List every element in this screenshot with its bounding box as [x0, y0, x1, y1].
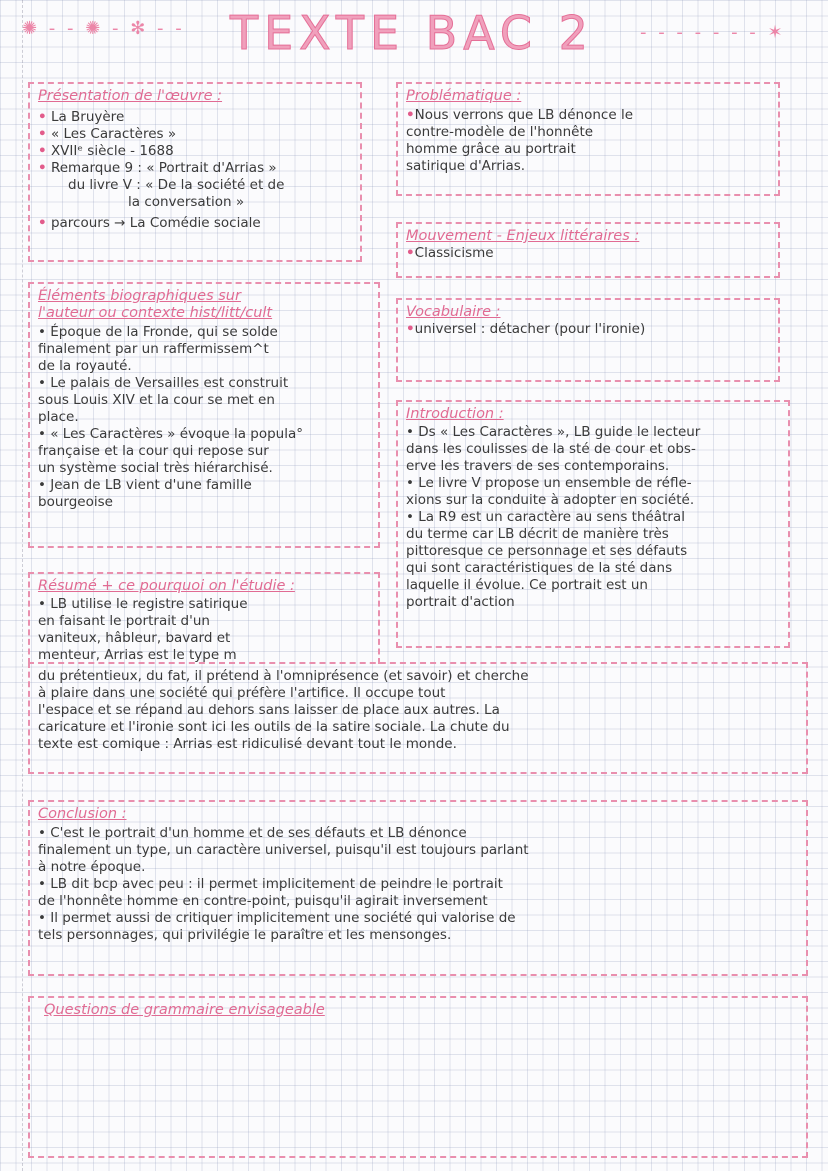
- conclusion-heading: Conclusion :: [38, 806, 127, 822]
- presentation-item: du livre V : « De la société et de: [68, 177, 285, 193]
- introduction-line: xions sur la conduite à adopter en société.: [406, 492, 695, 508]
- conclusion-line: finalement un type, un caractère universel, puisqu'il est toujours parlant: [38, 842, 529, 858]
- problematique-line: homme grâce au portrait: [406, 141, 576, 157]
- presentation-box: [28, 82, 362, 262]
- vocabulaire-heading: Vocabulaire :: [406, 304, 501, 320]
- presentation-item: la conversation »: [128, 194, 245, 210]
- mouvement-box: [396, 222, 780, 278]
- elements-line: finalement par un raffermissem^t: [38, 341, 269, 357]
- introduction-line: portrait d'action: [406, 594, 515, 610]
- elements-line: un système social très hiérarchisé.: [38, 460, 273, 476]
- introduction-heading: Introduction :: [406, 406, 504, 422]
- resume-line: menteur, Arrias est le type m: [38, 647, 237, 663]
- elements-line: place.: [38, 409, 79, 425]
- presentation-heading: Présentation de l'œuvre :: [38, 88, 223, 104]
- introduction-line: • Ds « Les Caractères », LB guide le lecteur: [406, 424, 701, 440]
- problematique-line: •Nous verrons que LB dénonce le: [406, 107, 634, 123]
- introduction-line: pittoresque ce personnage et ses défauts: [406, 543, 688, 559]
- problematique-heading: Problématique :: [406, 88, 522, 104]
- resume-line: • LB utilise le registre satirique: [38, 596, 248, 612]
- problematique-line: satirique d'Arrias.: [406, 158, 526, 174]
- conclusion-line: • Il permet aussi de critiquer implicitement une société qui valorise de: [38, 910, 516, 926]
- conclusion-box: [28, 800, 808, 976]
- conclusion-line: à notre époque.: [38, 859, 146, 875]
- presentation-item: • Remarque 9 : « Portrait d'Arrias »: [38, 160, 277, 176]
- conclusion-line: • C'est le portrait d'un homme et de ses défauts et LB dénonce: [38, 825, 467, 841]
- introduction-line: erve les travers de ses contemporains.: [406, 458, 670, 474]
- conclusion-line: de l'honnête homme en contre-point, puisqu'il agirait inversement: [38, 893, 488, 909]
- vocabulaire-box: [396, 298, 780, 382]
- grammaire-heading: Questions de grammaire envisageable: [44, 1002, 325, 1018]
- elements-line: bourgeoise: [38, 494, 113, 510]
- problematique-box: [396, 82, 780, 196]
- resume-box: [28, 572, 380, 664]
- resume-line: texte est comique : Arrias est ridiculisé devant tout le monde.: [38, 736, 457, 752]
- resume-line: vaniteux, hâbleur, bavard et: [38, 630, 231, 646]
- page-title: TEXTE BAC 2: [230, 6, 594, 60]
- resume-line: caricature et l'ironie sont ici les outils de la satire sociale. La chute du: [38, 719, 510, 735]
- elements-heading-2: l'auteur ou contexte hist/litt/cult: [38, 305, 273, 321]
- introduction-line: • La R9 est un caractère au sens théâtral: [406, 509, 685, 525]
- elements-line: • Époque de la Fronde, qui se solde: [38, 324, 278, 340]
- problematique-line: contre-modèle de l'honnête: [406, 124, 594, 140]
- resume-heading: Résumé + ce pourquoi on l'étudie :: [38, 578, 295, 594]
- elements-line: sous Louis XIV et la cour se met en: [38, 392, 275, 408]
- title-decoration-right: - - - - - - - ✶: [640, 22, 786, 43]
- mouvement-heading: Mouvement - Enjeux littéraires :: [406, 228, 640, 244]
- introduction-line: du terme car LB décrit de manière très: [406, 526, 669, 542]
- elements-line: • Le palais de Versailles est construit: [38, 375, 289, 391]
- elements-box: [28, 282, 380, 548]
- elements-heading: Éléments biographiques sur: [38, 288, 241, 304]
- grammaire-box: [28, 996, 808, 1158]
- resume-line: en faisant le portrait d'un: [38, 613, 210, 629]
- conclusion-line: • LB dit bcp avec peu : il permet implicitement de peindre le portrait: [38, 876, 503, 892]
- vocabulaire-item: •universel : détacher (pour l'ironie): [406, 321, 646, 337]
- presentation-item: • « Les Caractères »: [38, 126, 177, 142]
- presentation-item: • La Bruyère: [38, 109, 125, 125]
- introduction-line: qui sont caractéristiques de la sté dans: [406, 560, 673, 576]
- elements-line: • « Les Caractères » évoque la popula°: [38, 426, 304, 442]
- resume-line: à plaire dans une société qui préfère l'artifice. Il occupe tout: [38, 685, 446, 701]
- resume-wide-box: [28, 662, 808, 774]
- mouvement-item: •Classicisme: [406, 245, 494, 261]
- introduction-box: [396, 400, 790, 648]
- resume-line: l'espace et se répand au dehors sans laisser de place aux autres. La: [38, 702, 500, 718]
- introduction-line: dans les coulisses de la sté de cour et obs-: [406, 441, 696, 457]
- introduction-line: • Le livre V propose un ensemble de réfle-: [406, 475, 692, 491]
- presentation-item: • XVIIᵉ siècle - 1688: [38, 143, 174, 159]
- title-decoration-left: ✺ - - ✺ - ✻ - -: [22, 18, 185, 39]
- conclusion-line: tels personnages, qui privilégie le paraître et les mensonges.: [38, 927, 452, 943]
- presentation-item: • parcours → La Comédie sociale: [38, 215, 261, 231]
- introduction-line: laquelle il évolue. Ce portrait est un: [406, 577, 648, 593]
- elements-line: • Jean de LB vient d'une famille: [38, 477, 252, 493]
- resume-line: du prétentieux, du fat, il prétend à l'omniprésence (et savoir) et cherche: [38, 668, 529, 684]
- elements-line: de la royauté.: [38, 358, 132, 374]
- elements-line: française et la cour qui repose sur: [38, 443, 269, 459]
- margin-line: [22, 0, 24, 1171]
